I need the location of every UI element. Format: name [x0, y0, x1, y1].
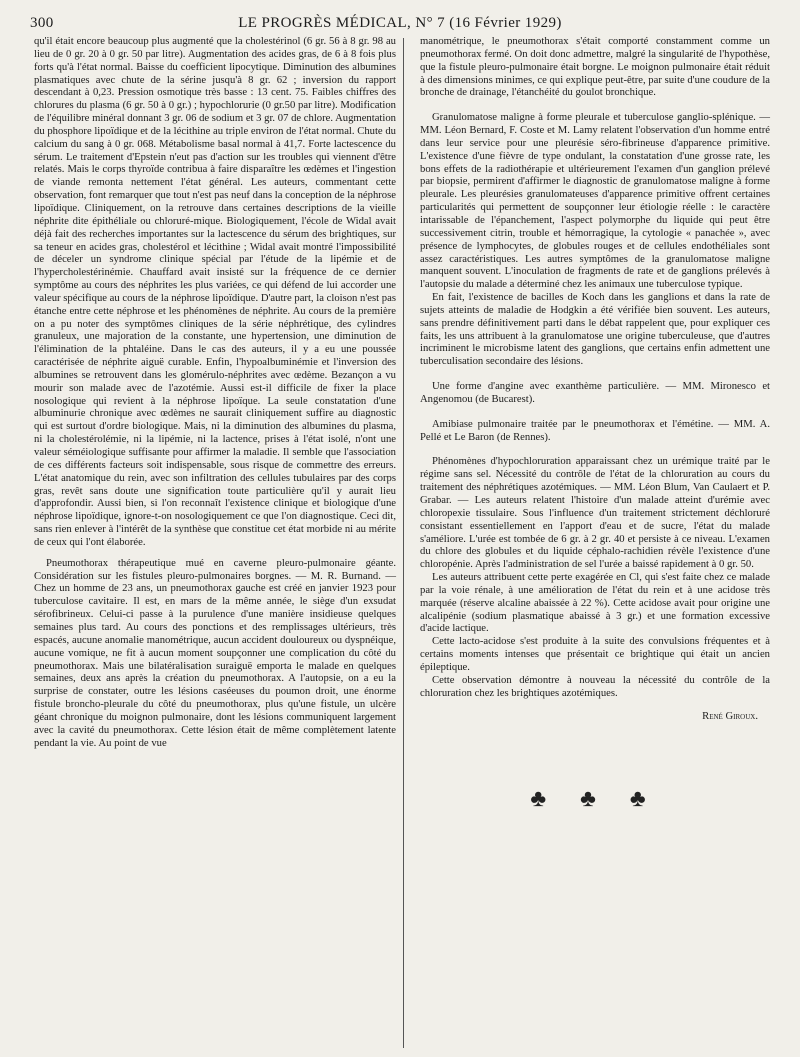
article-angine: Une forme d'angine avec exanthème particulière. — MM. Mironesco et Angenomou (de Bucarest). [420, 381, 770, 405]
page-header [30, 12, 770, 34]
ornament-fleurons: ♣ ♣ ♣ [530, 786, 660, 813]
page-number: 300 [30, 15, 54, 31]
continued-paragraph-right: manométrique, le pneumothorax s'était comporté constamment comme un pneumothorax fermé. On doit donc admettre, malgré la singularité de l'hypothèse, que la fistule pleuro-pulmonaire était borgne. Le moignon pulmonaire était réduit à des dimensions minimes, ce qui explique peut-être, par suite d'une coudure de la bronche de drainage, l'étanchéité du goulot bronchique. [420, 36, 770, 99]
article-paragraph: Cette observation démontre à nouveau la nécessité du contrôle de la chloruration chez les brightiques azotémiques. [420, 674, 770, 699]
article-body: relatent l'observation d'un homme entré dans leur service pour une pleurésie séro-fibrineuse d'apparence primitive. L'existence d'une fièvre de type ondulant, la constatation d'une grosse rate, les bons effets de la radiothérapie et ultérieurement l'examen d'un ganglion prélevé par biopsie, permirent d'affirmer le diagnostic de granulomatose maligne à forme pleurale. Les pleurésies granulomateuses d'apparence primitive offrent certaines particularités qui permettent de soupçonner leur étiologie réelle : le caractère intarissable de l'épanchement, l'aspect polymorphe du liquide qui peut être successivement citrin, trouble et hémorragique, la cytologie « panachée », avec présence de lymphocytes, de globules rouges et de cellules endothéliales sont assez caractéristiques. Les autres symptômes de la granulomatose maligne manquent souvent. L'inoculation de fragments de rate et de ganglions prélevés à l'autopsie du malade a déterminé chez les animaux une tuberculose typique. [420, 125, 770, 291]
continued-paragraph: qu'il était encore beaucoup plus augmenté que la cholestérinol (6 gr. 56 à 8 gr. 98 au lieu de 0 gr. 20 à 0 gr. 50 par litre). Augmentation des acides gras, de 6 à 8 fois plus forts qu'à l'état normal. Baisse du coefficient lipocytique. Diminution des albumines plasmatiques avec chute de la sérine jusqu'à 8 gr. 62 ; inversion du rapport descendant à 0,23. Pression osmotique très basse : 13 cent. 75. Faibles chiffres des chlorures du plasma (6 gr. 50 à 0 gr.) ; hypochlorurie (0 gr.50 par litre). Modification de l'équilibre minéral donnant 3 gr. 06 de sodium et 3 gr. 07 de chlore. Augmentation du phosphore lipoïdique et de la lécithine au triple environ de l'état normal. Chute du calcium du sang à 0 gr. 068. Métabolisme basal normal à 41,7. Forte lactescence du sérum. Le traitement d'Epstein n'eut pas d'action sur les troubles qui viennent d'être relatés. Mais le corps thyroïde contribua à faire disparaître les œdèmes et l'ingestion de viande remonta nettement l'état général. Les auteurs, commentant cette observation, font remarquer que tout n'est pas neuf dans la conception de la néphrose lipoïdique. Cliniquement, on la retrouve dans certaines descriptions de la vieille néphrite dite épithéliale ou chloruré-mique. Biologiquement, l'école de Widal avait déjà fait des recherches importantes sur la lactescence du sérum des brightiques, sur sa teneur en acides gras, cholestérol et lécithine ; Widal avait montré l'impossibilité de déceler un syndrome clinique spécial par l'étude de la lipémie et de l'hypercholestérinémie. Chauffard avait insisté sur la fréquence de ce dernier symptôme au cours des néphrites les plus variées, ce qui défend de lui accorder une valeur spécifique au cours de la néphrose lipoïdique. D'autre part, la cloison n'est pas étanche entre cette néphrose et les phénomènes de néphrite. Au cours de la première on a pu noter des symptômes cliniques de la série néphrétique, des cylindres granuleux, une majoration de la constante, une hypertension, une diminution de l'élimination de la phtaléine. Dans le cas des auteurs, il y a eu une poussée caractérisée de néphrite aiguë curable. Enfin, l'hypoalbuminémie et l'inversion des albumines se retrouvent dans les glomérulo-néphrites avec œdème. Bezançon a vu mourir son malade avec de l'azotémie. Aussi est-il difficile de fixer la place nosologique qui revient à la néphrose lipoïque. La seule constatation d'une albuminurie chronique avec œdèmes ne saurait cliniquement suffire au diagnostic qui est surtout d'ordre biologique. Mais, ni la diminution des albumines du plasma, ni la cholestérolémie, ni la lipémie, ni la lactence, prises à l'état isolé, n'ont une valeur séméiologique suffisante pour affirmer la maladie. Il semble que l'association de ces différents facteurs soit indispensable, sous risque de commettre des erreurs. L'état anatomique du rein, avec son infiltration des cellules tubulaires par des corps gras, revêt sans doute une signification toute particulière qu'il y aurait lieu d'approfondir. Aussi bien, si l'on reconnaît l'existence clinique et biologique d'une néphrose lipoïdique, ignore-t-on nosologiquement ce que l'on diagnostique. Ceci dit, sans rien enlever à l'intérêt de la synthèse que constitue cet état morbide ni au mérite de ceux qui l'ont élaborée. [34, 36, 396, 548]
article-granulomatose [420, 112, 770, 292]
article-amibiase: Amibiase pulmonaire traitée par le pneumothorax et l'émétine. — MM. A. Pellé et Le Baron (de Rennes). [420, 418, 770, 443]
article-hypochloruration [420, 456, 770, 572]
column-divider [403, 38, 404, 1048]
article-pneumothorax [34, 558, 396, 751]
article-body: — Les auteurs relatent l'histoire d'un malade atteint d'urémie avec chloropexie tissulaire. Sous l'influence d'un traitement strictement déchloruré consistant essentiellement en l'apport d'eau et de sucre, l'état du malade s'améliore. L'urée est tombée de 6 gr. à 2 gr. 40 et persiste à ce niveau. L'examen du chlore des globules et du liquide céphalo-rachidien révèle l'existence d'une chloropénie. Après l'administration de sel l'urée a baissé rapidement à 0 gr. 50. [420, 495, 770, 571]
article-title: Phénomènes d'hypochloruration apparaissant chez un urémique traité par le régime sans sel. Nécessité du contrôle de l'état de la chloruration au cours du traitement des néphrétiques azotémiques. — MM. Léon Blum, Van Caulaert et P. Grabar. [420, 456, 770, 506]
article-paragraph: Les auteurs attribuent cette perte exagérée en Cl, qui s'est faite chez ce malade par la voie rénale, à une amélioration de l'état du rein et à une acidose très marquée (réserve alcaline abaissée à 22 %). Cette acidose avait pour origine une alcalipénie (sodium plasmatique abaissé à 3 gr.) et une formation excessive d'acide lactique. [420, 572, 770, 635]
article-body: — Chez un homme de 23 ans, un pneumothorax gauche est créé en janvier 1923 pour tuberculose cavitaire. Il est, en mars de la même année, le siège d'un exsudat sérofibrineux. Celui-ci passe à la purulence d'une manière insidieuse quelques semaines plus tard. Au cours des ponctions et des remplissages ultérieurs, très espacés, aucune anomalie manométrique, aucun accident douloureux ou dyspnéique, aucune vomique, ne fit à aucun moment soupçonner une complication du côté du pneumothorax. Mais une bilatéralisation suraiguë emporta le malade en quelques semaines, deux ans après la création du pneumothorax. A l'autopsie, on a eu la surprise de constater, outre les lésions caséeuses du poumon droit, une énorme fistule broncho-pleurale du côté du pneumothorax, plus qu'une fistule, un ulcère géant chronique du moignon pulmonaire, dont les lésions communiquent largement avec la cavité du pneumothorax. Cette lésion était de même complètement latente pendant la vie. Au point de vue [34, 570, 396, 749]
article-title: Granulomatose maligne à forme pleurale et tuberculose ganglio-splénique. — MM. Léon Bernard, F. Coste et M. Lamy [420, 112, 770, 137]
article-title: Pneumothorax thérapeutique mué en caverne pleuro-pulmonaire géante. Considération sur les fistules pleuro-pulmonaires borgnes. — M. R. Burnand. [34, 557, 396, 582]
running-title: LE PROGRÈS MÉDICAL, N° 7 (16 Février 1929) [238, 15, 562, 31]
article-paragraph: Cette lacto-acidose s'est produite à la suite des convulsions fréquentes et à certains moments intenses que présentait ce brightique qui était un ancien épileptique. [420, 636, 770, 673]
right-column [420, 36, 770, 1046]
article-paragraph: En fait, l'existence de bacilles de Koch dans les ganglions et dans la rate de sujets atteints de maladie de Hodgkin a été vérifiée bien souvent. Les auteurs, sans prendre définitivement parti dans le débat rappelent que, pour expliquer ces faits, les uns attribuent à la granulomatose une origine tuberculeuse, que d'autres incriminent le microbisme latent des ganglions, que certains enfin admettent une tuberculisation secondaire des lésions. [420, 292, 770, 368]
author-signature: René Giroux. [702, 710, 758, 722]
left-column [34, 36, 396, 1046]
